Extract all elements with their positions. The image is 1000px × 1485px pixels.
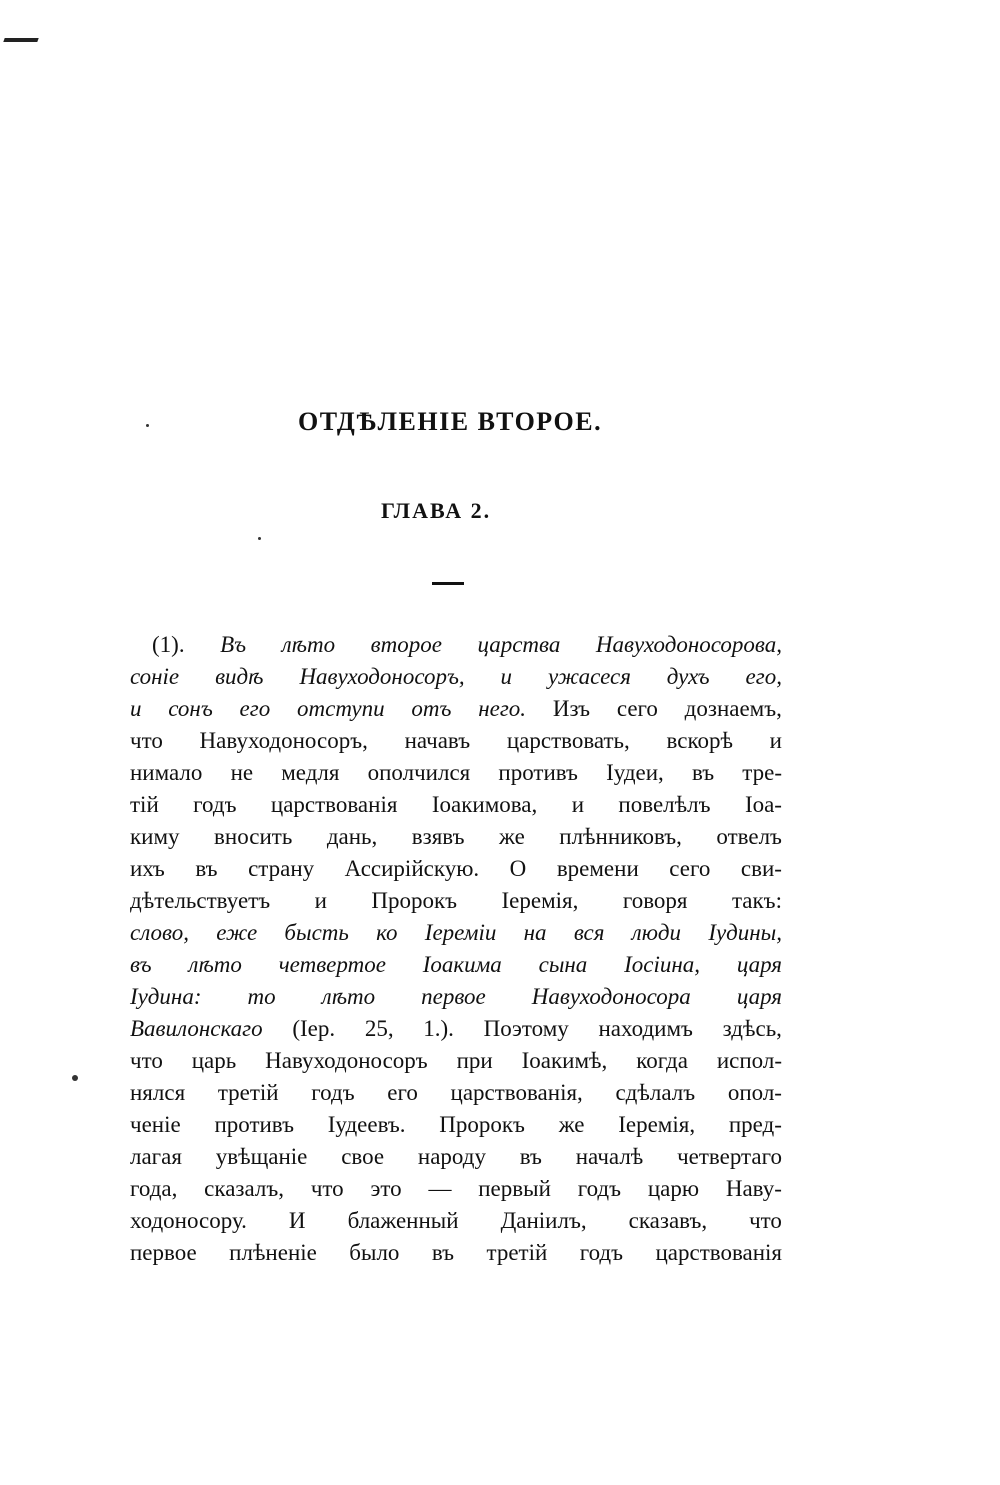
text-word: тре-: [742, 760, 782, 785]
text-word: первое: [130, 1240, 197, 1265]
text-word: Іеремiи: [424, 920, 497, 945]
text-word: противъ: [498, 760, 578, 785]
text-word: въ: [431, 1240, 455, 1265]
text-word: увѣщаніе: [215, 1144, 308, 1169]
text-word: что: [310, 1176, 344, 1201]
text-word: Въ: [220, 632, 247, 657]
text-word: годъ: [577, 1176, 621, 1201]
text-word: царь: [191, 1048, 237, 1073]
text-word: четвертаго: [677, 1144, 782, 1169]
chapter-heading: ГЛАВА 2.: [381, 498, 492, 523]
text-word: такъ:: [731, 888, 782, 913]
text-word: же: [498, 824, 525, 849]
text-word: 1.).: [423, 1016, 454, 1041]
text-word: Іоакима: [422, 952, 502, 977]
text-word: сего: [616, 696, 658, 721]
text-word: царствовать,: [506, 728, 630, 753]
text-word: Іудеевъ.: [327, 1112, 406, 1137]
text-word: вся: [573, 920, 605, 945]
text-word: это: [370, 1176, 402, 1201]
text-word: блаженный: [347, 1208, 459, 1233]
text-word: видѣ: [215, 664, 264, 689]
text-word: сего: [669, 856, 711, 881]
body-text: [130, 629, 782, 1269]
text-line: [130, 1045, 782, 1077]
text-word: ополчился: [367, 760, 471, 785]
text-word: было: [349, 1240, 400, 1265]
text-word: царствованія: [655, 1240, 782, 1265]
text-line: [130, 821, 782, 853]
ink-speck: [258, 537, 261, 540]
text-word: что: [749, 1208, 782, 1233]
text-word: сдѣлалъ: [615, 1080, 696, 1105]
text-word: второе: [370, 632, 442, 657]
text-word: Навуходоносоръ,: [299, 664, 465, 689]
text-word: Навуходоносора: [531, 984, 691, 1009]
text-word: годъ: [311, 1080, 355, 1105]
text-word: Поэтому: [483, 1016, 569, 1041]
text-line: [130, 981, 782, 1013]
text-word: отъ: [411, 696, 452, 721]
text-word: что: [130, 1048, 163, 1073]
text-word: Іудеи,: [606, 760, 664, 785]
ink-speck: [146, 424, 149, 427]
text-word: года,: [130, 1176, 178, 1201]
text-word: лѣто: [281, 632, 336, 657]
text-word: ченіе: [130, 1112, 181, 1137]
section-heading: ОТДѢЛЕНІЕ ВТОРОЕ.: [298, 407, 603, 436]
text-line: [130, 725, 782, 757]
text-word: начавъ: [404, 728, 471, 753]
text-word: и: [500, 664, 513, 689]
text-word: лагая: [130, 1144, 182, 1169]
text-word: лѣто: [321, 984, 376, 1009]
text-word: плѣненіе: [229, 1240, 317, 1265]
text-word: времени: [556, 856, 639, 881]
text-word: Пророкъ: [371, 888, 458, 913]
text-word: (Іер.: [292, 1016, 336, 1041]
text-line: [130, 789, 782, 821]
text-word: Іосіина,: [624, 952, 701, 977]
text-word: же: [558, 1112, 585, 1137]
text-word: свое: [341, 1144, 385, 1169]
text-word: бысть: [284, 920, 349, 945]
text-word: вносить: [214, 824, 293, 849]
text-word: его,: [745, 664, 782, 689]
text-word: Іеремія,: [501, 888, 579, 913]
text-word: его: [387, 1080, 418, 1105]
text-line: [130, 693, 782, 725]
text-word: слово,: [130, 920, 189, 945]
text-word: Даніилъ,: [500, 1208, 587, 1233]
text-word: Іеремія,: [618, 1112, 696, 1137]
text-line: [130, 885, 782, 917]
text-line: [130, 917, 782, 949]
text-word: и: [769, 728, 782, 753]
text-word: дѣтельствуетъ: [130, 888, 271, 913]
text-word: Іудины,: [708, 920, 782, 945]
text-word: киму: [130, 824, 180, 849]
text-word: третій: [486, 1240, 548, 1265]
text-word: началѣ: [575, 1144, 644, 1169]
text-word: царя: [736, 952, 782, 977]
text-word: дознаемъ,: [684, 696, 782, 721]
text-word: дань,: [326, 824, 378, 849]
text-word: въ: [130, 952, 152, 977]
text-word: первое: [421, 984, 486, 1009]
text-word: Пророкъ: [439, 1112, 525, 1137]
text-word: ко: [376, 920, 398, 945]
text-word: нялся: [130, 1080, 186, 1105]
text-word: сказавъ,: [628, 1208, 708, 1233]
text-word: сына: [538, 952, 588, 977]
text-line: [130, 1173, 782, 1205]
text-word: (1).: [152, 632, 185, 657]
text-word: Іоа-: [744, 792, 782, 817]
text-line: [130, 1109, 782, 1141]
text-word: 25,: [364, 1016, 394, 1041]
text-word: Навуходоносорова,: [595, 632, 782, 657]
text-word: царства: [477, 632, 561, 657]
text-word: царю: [647, 1176, 700, 1201]
text-word: годъ: [579, 1240, 624, 1265]
text-word: царствованія,: [450, 1080, 583, 1105]
text-word: ужасеся: [547, 664, 631, 689]
text-word: противъ: [214, 1112, 294, 1137]
text-word: Навуходоносоръ,: [199, 728, 368, 753]
text-word: Іудина:: [130, 984, 202, 1009]
text-word: взявъ: [411, 824, 465, 849]
text-word: сонъ: [168, 696, 213, 721]
text-line: [130, 629, 782, 661]
text-word: люди: [631, 920, 682, 945]
text-word: царя: [736, 984, 782, 1009]
text-word: испол-: [716, 1048, 782, 1073]
text-line: [130, 853, 782, 885]
text-word: медля: [281, 760, 340, 785]
text-word: Ассирійскую.: [344, 856, 480, 881]
text-word: О: [509, 856, 527, 881]
text-word: вскорѣ: [666, 728, 733, 753]
text-line: [130, 1077, 782, 1109]
text-word: говоря: [622, 888, 688, 913]
text-word: И: [288, 1208, 306, 1233]
text-word: отвелъ: [716, 824, 782, 849]
text-word: Навуходоносоръ: [265, 1048, 428, 1073]
text-word: при: [456, 1048, 493, 1073]
text-word: царствованія: [270, 792, 398, 817]
text-word: и: [314, 888, 327, 913]
text-word: еже: [216, 920, 258, 945]
text-line: [130, 1013, 782, 1045]
text-word: четвертое: [278, 952, 386, 977]
text-word: ихъ: [130, 856, 165, 881]
text-word: лѣто: [188, 952, 242, 977]
text-word: соніе: [130, 664, 180, 689]
text-word: сви-: [740, 856, 782, 881]
text-word: нимало: [130, 760, 203, 785]
text-line: [130, 1237, 782, 1269]
text-line: [130, 1205, 782, 1237]
text-word: Наву-: [725, 1176, 782, 1201]
text-word: находимъ: [598, 1016, 693, 1041]
text-word: въ: [195, 856, 218, 881]
ink-speck: [72, 1075, 78, 1081]
text-word: Іоакимова,: [431, 792, 538, 817]
text-line: [130, 661, 782, 693]
text-word: страну: [248, 856, 315, 881]
text-word: отступи: [297, 696, 385, 721]
text-word: Изъ: [552, 696, 591, 721]
text-word: Іоакимѣ,: [521, 1048, 608, 1073]
text-word: народу: [417, 1144, 486, 1169]
text-word: пред-: [728, 1112, 782, 1137]
text-word: въ: [519, 1144, 542, 1169]
text-word: и: [571, 792, 584, 817]
text-word: плѣнниковъ,: [559, 824, 682, 849]
text-word: —: [428, 1176, 452, 1201]
separator-rule: [432, 582, 464, 585]
text-word: здѣсь,: [722, 1016, 782, 1041]
text-word: годъ: [193, 792, 237, 817]
text-line: [130, 757, 782, 789]
text-word: Вавилонскаго: [130, 1016, 263, 1041]
text-word: опол-: [727, 1080, 782, 1105]
text-word: когда: [636, 1048, 688, 1073]
text-word: сказалъ,: [204, 1176, 285, 1201]
text-word: его: [239, 696, 271, 721]
text-word: него.: [478, 696, 527, 721]
text-word: ходоносору.: [130, 1208, 247, 1233]
text-word: третій: [217, 1080, 279, 1105]
text-word: и: [130, 696, 142, 721]
text-word: что: [130, 728, 163, 753]
text-line: [130, 949, 782, 981]
text-word: повелѣлъ: [618, 792, 711, 817]
text-line: [130, 1141, 782, 1173]
margin-mark: [3, 38, 38, 42]
text-word: тій: [130, 792, 159, 817]
text-word: духъ: [666, 664, 710, 689]
text-word: на: [523, 920, 547, 945]
text-word: то: [247, 984, 276, 1009]
text-word: первый: [478, 1176, 551, 1201]
text-word: въ: [691, 760, 715, 785]
text-word: не: [230, 760, 254, 785]
